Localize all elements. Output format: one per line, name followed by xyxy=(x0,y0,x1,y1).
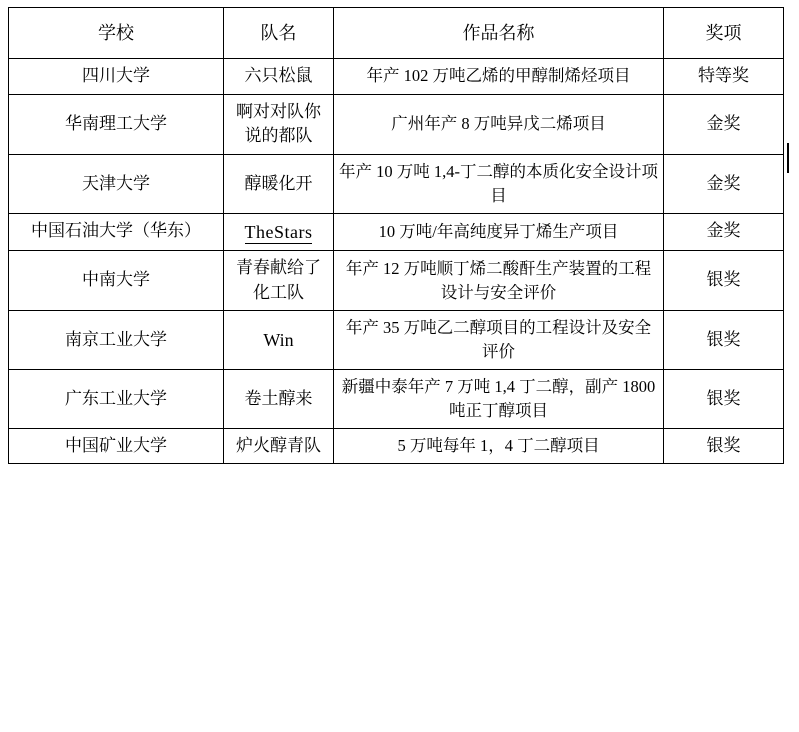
table-header-row xyxy=(9,8,784,59)
cell-school: 中南大学 xyxy=(9,250,224,310)
table-row xyxy=(9,154,784,213)
cell-award: 金奖 xyxy=(664,94,784,154)
table-row xyxy=(9,311,784,370)
column-header-school: 学校 xyxy=(9,8,224,59)
cell-award: 金奖 xyxy=(664,213,784,250)
cell-team-text: TheStars xyxy=(244,221,313,242)
table-row xyxy=(9,94,784,154)
cell-school: 广东工业大学 xyxy=(9,369,224,428)
cell-school: 四川大学 xyxy=(9,59,224,95)
cell-award: 银奖 xyxy=(664,250,784,310)
cell-work: 年产 35 万吨乙二醇项目的工程设计及安全评价 xyxy=(334,311,664,370)
table-row xyxy=(9,213,784,250)
cell-work: 新疆中泰年产 7 万吨 1,4 丁二醇，副产 1800 吨正丁醇项目 xyxy=(334,369,664,428)
cell-work: 年产 12 万吨顺丁烯二酸酐生产装置的工程设计与安全评价 xyxy=(334,250,664,310)
table-row xyxy=(9,59,784,95)
cell-team: 六只松鼠 xyxy=(224,59,334,95)
cell-school: 南京工业大学 xyxy=(9,311,224,370)
column-header-team: 队名 xyxy=(224,8,334,59)
cell-award: 银奖 xyxy=(664,311,784,370)
cell-work: 5 万吨每年 1，4 丁二醇项目 xyxy=(334,428,664,464)
cell-work: 广州年产 8 万吨异戊二烯项目 xyxy=(334,94,664,154)
cell-team xyxy=(224,213,334,250)
cell-award: 特等奖 xyxy=(664,59,784,95)
cell-team: 卷土醇来 xyxy=(224,369,334,428)
award-list-table xyxy=(8,7,784,464)
column-header-work: 作品名称 xyxy=(334,8,664,59)
cell-award: 金奖 xyxy=(664,154,784,213)
margin-mark xyxy=(787,143,789,173)
cell-team: 青春献给了化工队 xyxy=(224,250,334,310)
cell-school: 中国矿业大学 xyxy=(9,428,224,464)
table-row xyxy=(9,369,784,428)
cell-school: 天津大学 xyxy=(9,154,224,213)
cell-work: 年产 102 万吨乙烯的甲醇制烯烃项目 xyxy=(334,59,664,95)
table-row xyxy=(9,250,784,310)
cell-team: 醇暖化开 xyxy=(224,154,334,213)
cell-team: Win xyxy=(224,311,334,370)
table-header xyxy=(9,8,784,59)
cell-school: 华南理工大学 xyxy=(9,94,224,154)
cell-school: 中国石油大学（华东） xyxy=(9,213,224,250)
column-header-award: 奖项 xyxy=(664,8,784,59)
table-body xyxy=(9,59,784,464)
cell-team: 啊对对队你说的都队 xyxy=(224,94,334,154)
cell-work: 10 万吨/年高纯度异丁烯生产项目 xyxy=(334,213,664,250)
cell-team: 炉火醇青队 xyxy=(224,428,334,464)
table-row xyxy=(9,428,784,464)
cell-award: 银奖 xyxy=(664,369,784,428)
cell-work: 年产 10 万吨 1,4-丁二醇的本质化安全设计项目 xyxy=(334,154,664,213)
cell-award: 银奖 xyxy=(664,428,784,464)
